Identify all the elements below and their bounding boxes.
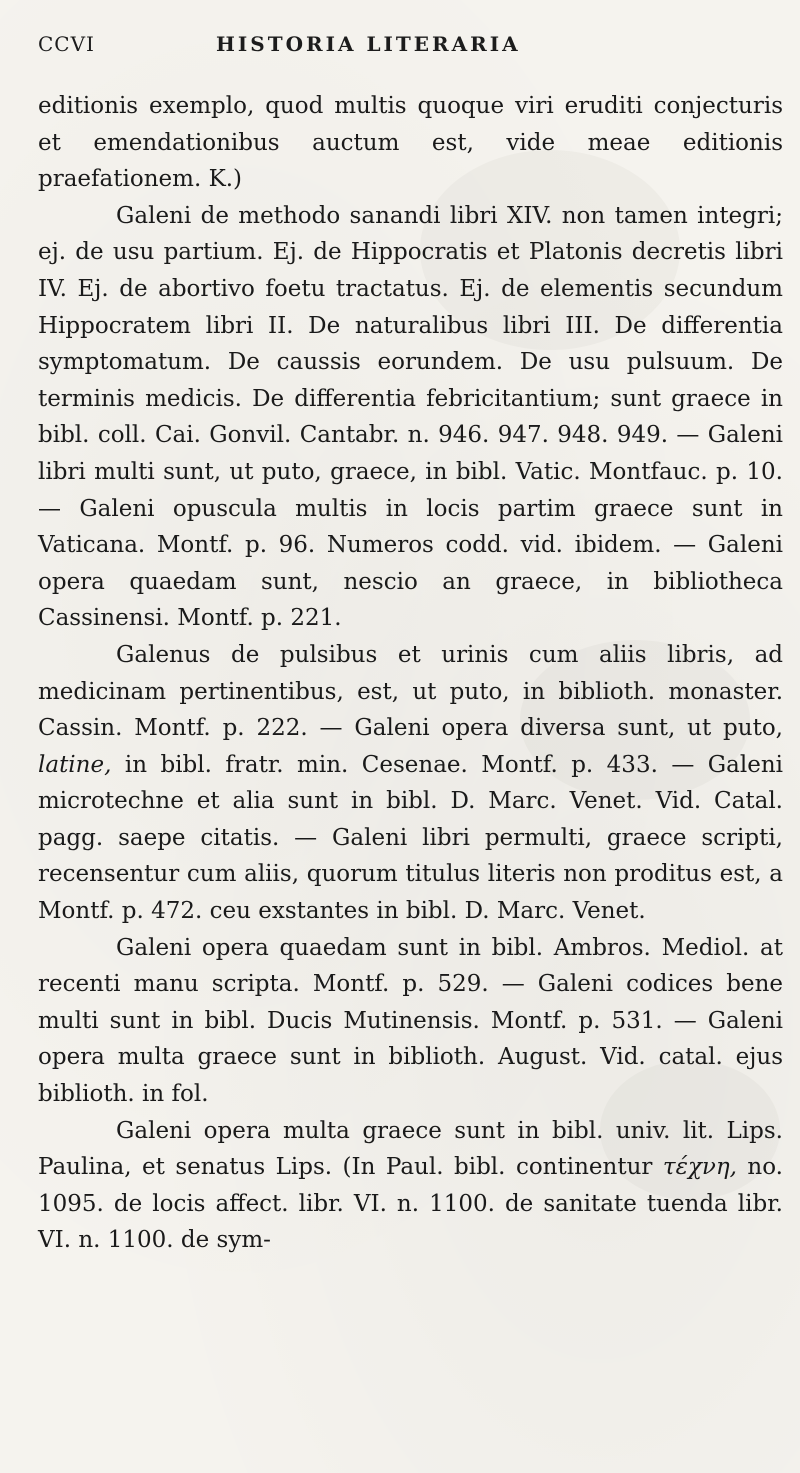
paragraph-text: no. 1095. de locis affect. libr. VI. n. 1100. de sanitate tuenda libr. VI. n. 1100. de sym- xyxy=(38,1154,783,1254)
running-header xyxy=(38,32,783,62)
italic-greek-word: τέχνη, xyxy=(662,1154,737,1181)
paragraph xyxy=(38,1113,783,1259)
italic-word: latine, xyxy=(38,751,112,778)
paragraph-text: in bibl. fratr. min. Cesenae. Montf. p. 433. — Galeni microtechne et alia sunt in bibl. D. Marc. Venet. Vid. Catal. pagg. saepe citatis. — Galeni libri permulti, graece scripti, recensentur cum aliis, quorum titulus literis non proditus est, a Montf. p. 472. ceu exstantes in bibl. D. Marc. Venet. xyxy=(38,751,783,925)
running-title: HISTORIA LITERARIA xyxy=(216,32,521,56)
paragraph: Galeni opera quaedam sunt in bibl. Ambros. Mediol. at recenti manu scripta. Montf. p. 529. — Galeni codices bene multi sunt in bibl. Ducis Mutinensis. Montf. p. 531. — Galeni opera multa graece sunt in biblioth. August. Vid. catal. ejus biblioth. in fol. xyxy=(38,934,783,1108)
paragraph: editionis exemplo, quod multis quoque viri eruditi conjecturis et emendationibus auctum est, vide meae editionis praefationem. K.) xyxy=(38,93,783,193)
paragraph: Galeni de methodo sanandi libri XIV. non tamen integri; ej. de usu partium. Ej. de Hippocratis et Platonis decretis libri IV. Ej. de abortivo foetu tractatus. Ej. de elementis secundum Hippocratem libri II. De naturalibus libri III. De differentia symptomatum. De caussis eorundem. De usu pulsuum. De terminis medicis. De differentia febricitantium; sunt graece in bibl. coll. Cai. Gonvil. Cantabr. n. 946. 947. 948. 949. — Galeni libri multi sunt, ut puto, graece, in bibl. Vatic. Montfauc. p. 10. — Galeni opuscula multis in locis partim graece sunt in Vaticana. Montf. p. 96. Numeros codd. vid. ibidem. — Galeni opera quaedam sunt, nescio an graece, in bibliotheca Cassinensi. Montf. p. 221. xyxy=(38,202,783,632)
paragraph-text: Galeni opera multa graece sunt in bibl. univ. lit. Lips. Paulina, et senatus Lips. (In Paul. bibl. continentur xyxy=(38,1117,783,1181)
paragraph-text: Galenus de pulsibus et urinis cum aliis libris, ad medicinam pertinentibus, est, ut puto, in biblioth. monaster. Cassin. Montf. p. 222. — Galeni opera diversa sunt, ut puto, xyxy=(38,641,783,742)
page-number: CCVI xyxy=(38,32,95,56)
paragraph xyxy=(38,637,783,930)
main-text xyxy=(38,88,783,1259)
